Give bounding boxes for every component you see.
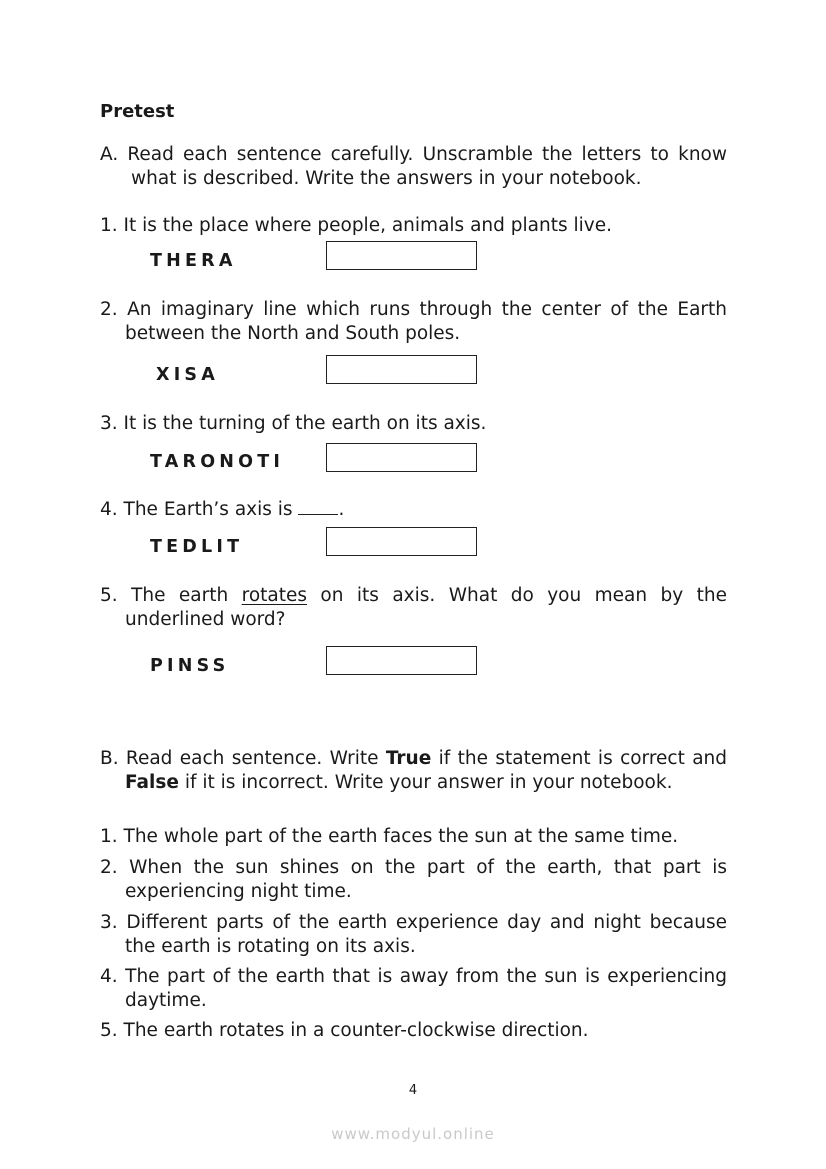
part-a-question-3	[100, 412, 727, 436]
underlined-word: rotates	[241, 585, 308, 606]
statement-text: 5. The earth rotates in a counter-clockwise direction.	[100, 1020, 589, 1041]
answer-box-2[interactable]	[326, 355, 477, 384]
part-a-question-5	[100, 584, 727, 632]
statement-text-cont: the earth is rotating on its axis.	[125, 936, 416, 957]
statement-text: 3. Different parts of the earth experience day and night because	[100, 912, 727, 933]
answer-box-3[interactable]	[326, 443, 477, 472]
statement-text-cont: experiencing night time.	[125, 881, 352, 902]
statement-text: 2. When the sun shines on the part of the earth, that part is	[100, 857, 727, 878]
question-text: 1. It is the place where people, animals and plants live.	[100, 215, 612, 236]
question-text: 4. The Earth’s axis is	[100, 499, 299, 520]
part-a-question-2	[100, 298, 727, 346]
instruction-text: B. Read each sentence. Write	[100, 748, 386, 769]
part-b-item-3	[100, 911, 727, 959]
question-text-cont: between the North and South poles.	[125, 323, 461, 344]
scrambled-word-5: PINSS	[150, 656, 230, 676]
statement-text-cont: daytime.	[125, 990, 207, 1011]
part-a-line-1: A. Read each sentence carefully. Unscramble the letters to know	[100, 144, 727, 165]
page-title: Pretest	[100, 101, 175, 122]
part-a-question-4	[100, 498, 727, 522]
instruction-text-cont: if it is incorrect. Write your answer in your notebook.	[178, 772, 673, 793]
fill-in-blank	[298, 499, 338, 515]
part-a-question-1	[100, 214, 727, 238]
question-text-end: on its axis. What do you mean by the	[307, 585, 727, 606]
scrambled-word-3: TARONOTI	[150, 452, 285, 472]
part-b-item-1	[100, 825, 727, 849]
part-b-item-5	[100, 1019, 727, 1043]
part-b-instructions	[100, 747, 727, 795]
question-text-end: .	[338, 499, 345, 520]
scrambled-word-1: THERA	[150, 251, 237, 271]
question-text: 3. It is the turning of the earth on its axis.	[100, 413, 487, 434]
page-number: 4	[408, 1083, 418, 1098]
scrambled-word-2: XISA	[156, 365, 219, 385]
watermark: www.modyul.online	[331, 1125, 495, 1143]
answer-box-5[interactable]	[326, 646, 477, 675]
answer-box-1[interactable]	[326, 241, 477, 270]
part-a-line-2: what is described. Write the answers in your notebook.	[131, 168, 642, 189]
part-b-item-4	[100, 965, 727, 1013]
part-b-item-2	[100, 856, 727, 904]
instruction-text-end: if the statement is correct and	[431, 748, 727, 769]
part-a-instructions	[100, 143, 727, 191]
question-text-cont: underlined word?	[125, 609, 286, 630]
scrambled-word-4: TEDLIT	[150, 537, 244, 557]
question-text: 2. An imaginary line which runs through the center of the Earth	[100, 299, 727, 320]
false-keyword: False	[125, 772, 179, 793]
statement-text: 1. The whole part of the earth faces the sun at the same time.	[100, 826, 679, 847]
question-text: 5. The earth	[100, 585, 242, 606]
statement-text: 4. The part of the earth that is away from the sun is experiencing	[100, 966, 727, 987]
true-keyword: True	[385, 748, 432, 769]
answer-box-4[interactable]	[326, 527, 477, 556]
